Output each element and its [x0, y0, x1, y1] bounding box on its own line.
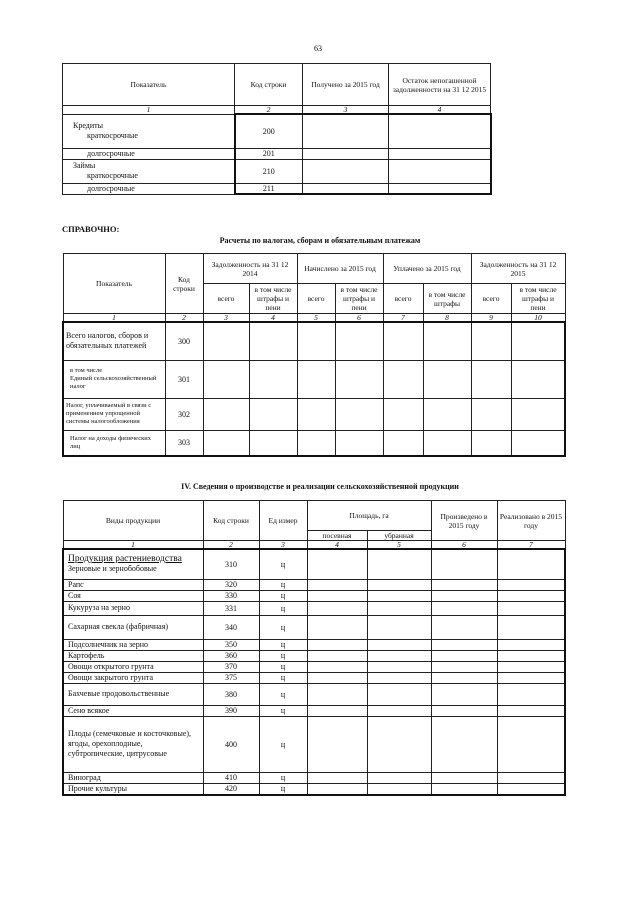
table-row: [63, 672, 565, 683]
page-number: 63: [314, 44, 322, 53]
balance-cell[interactable]: [389, 114, 491, 148]
row-label: Сахарная свекла (фабричная): [63, 615, 203, 639]
row-code: 380: [203, 683, 259, 705]
sold-cell[interactable]: [497, 783, 565, 795]
value-cell[interactable]: [511, 360, 565, 398]
table-row: [63, 639, 565, 650]
sown-area-cell[interactable]: [307, 772, 367, 783]
produced-cell[interactable]: [431, 661, 497, 672]
row-label: долгосрочные: [63, 148, 235, 159]
table-row: [63, 360, 565, 398]
credits-table: [62, 63, 492, 195]
row-code: 410: [203, 772, 259, 783]
value-cell[interactable]: [249, 398, 297, 430]
subheader-incl: в том числе штрафы и пени: [335, 284, 383, 314]
value-cell[interactable]: [203, 360, 249, 398]
row-code: 211: [235, 183, 303, 194]
row-code: 320: [203, 579, 259, 590]
produced-cell[interactable]: [431, 716, 497, 772]
sown-area-cell[interactable]: [307, 579, 367, 590]
header-received: Получено за 2015 год: [303, 64, 389, 106]
table-row: [63, 650, 565, 661]
row-label: Кукуруза на зерно: [63, 601, 203, 615]
produced-cell[interactable]: [431, 549, 497, 579]
sown-area-cell[interactable]: [307, 705, 367, 716]
value-cell[interactable]: [471, 430, 511, 456]
row-code: 210: [235, 159, 303, 183]
table-row: [63, 322, 565, 360]
row-label: Рапс: [63, 579, 203, 590]
col-number: 2: [165, 314, 203, 323]
header-paid: Уплачено за 2015 год: [383, 254, 471, 284]
value-cell[interactable]: [297, 430, 335, 456]
value-cell[interactable]: [203, 430, 249, 456]
value-cell[interactable]: [335, 322, 383, 360]
production-table: [62, 500, 566, 796]
value-cell[interactable]: [383, 430, 423, 456]
sown-area-cell[interactable]: [307, 590, 367, 601]
header-accrued: Начислено за 2015 год: [297, 254, 383, 284]
header-sold: Реализовано в 2015 году: [497, 501, 565, 541]
row-unit: ц: [259, 639, 307, 650]
table-row: [63, 716, 565, 772]
subheader-incl: в том числе штрафы и пени: [249, 284, 297, 314]
col-number: 4: [389, 106, 491, 115]
sold-cell[interactable]: [497, 683, 565, 705]
sold-cell[interactable]: [497, 772, 565, 783]
row-label-cell: [63, 549, 203, 579]
harvested-area-cell[interactable]: [367, 549, 431, 579]
row-code: 370: [203, 661, 259, 672]
balance-cell[interactable]: [389, 148, 491, 159]
table-row: [63, 705, 565, 716]
row-unit: ц: [259, 590, 307, 601]
table-row: [63, 159, 491, 183]
harvested-area-cell[interactable]: [367, 716, 431, 772]
header-debt-end: Задолженность на 31 12 2015: [471, 254, 565, 284]
row-sublabel: краткосрочные: [87, 131, 138, 140]
produced-cell[interactable]: [431, 783, 497, 795]
col-number: 3: [203, 314, 249, 323]
table-row: [63, 772, 565, 783]
row-unit: ц: [259, 549, 307, 579]
produced-cell[interactable]: [431, 672, 497, 683]
value-cell[interactable]: [335, 430, 383, 456]
sown-area-cell[interactable]: [307, 683, 367, 705]
table-row: [63, 148, 491, 159]
sown-area-cell[interactable]: [307, 639, 367, 650]
col-number: 4: [307, 541, 367, 550]
value-cell[interactable]: [383, 398, 423, 430]
row-label: Всего налогов, сборов и обязательных платежей: [63, 322, 165, 360]
col-number: 4: [249, 314, 297, 323]
row-code: 375: [203, 672, 259, 683]
col-number: 3: [259, 541, 307, 550]
header-code: Код строки: [203, 501, 259, 541]
col-number: 2: [203, 541, 259, 550]
produced-cell[interactable]: [431, 772, 497, 783]
produced-cell[interactable]: [431, 683, 497, 705]
harvested-area-cell[interactable]: [367, 705, 431, 716]
header-unit: Ед измер: [259, 501, 307, 541]
table-row: [63, 549, 565, 579]
sown-area-cell[interactable]: [307, 783, 367, 795]
subheader-incl: в том числе штрафы: [423, 284, 471, 314]
row-unit: ц: [259, 650, 307, 661]
value-cell[interactable]: [423, 398, 471, 430]
row-unit: ц: [259, 783, 307, 795]
row-code: 310: [203, 549, 259, 579]
row-unit: ц: [259, 772, 307, 783]
row-label: Картофель: [63, 650, 203, 661]
header-produced: Произведено в 2015 году: [431, 501, 497, 541]
harvested-area-cell[interactable]: [367, 650, 431, 661]
value-cell[interactable]: [423, 430, 471, 456]
header-kind: Виды продукции: [63, 501, 203, 541]
received-cell[interactable]: [303, 114, 389, 148]
row-label: Плоды (семечковые и косточковые), ягоды, орехоплодные, субтропические, цитрусовые: [63, 716, 203, 772]
col-number: 5: [297, 314, 335, 323]
row-code: 331: [203, 601, 259, 615]
sold-cell[interactable]: [497, 615, 565, 639]
table-row: [63, 183, 491, 194]
table-row: [63, 615, 565, 639]
harvested-area-cell[interactable]: [367, 683, 431, 705]
sold-cell[interactable]: [497, 672, 565, 683]
sown-area-cell[interactable]: [307, 549, 367, 579]
table-row: [63, 783, 565, 795]
subheader-incl: в том числе штрафы и пени: [511, 284, 565, 314]
sold-cell[interactable]: [497, 639, 565, 650]
value-cell[interactable]: [471, 322, 511, 360]
row-unit: ц: [259, 601, 307, 615]
row-label: Прочие культуры: [63, 783, 203, 795]
value-cell[interactable]: [297, 360, 335, 398]
row-code: 302: [165, 398, 203, 430]
value-cell[interactable]: [423, 322, 471, 360]
subheader-total: всего: [297, 284, 335, 314]
harvested-area-cell[interactable]: [367, 772, 431, 783]
produced-cell[interactable]: [431, 639, 497, 650]
sown-area-cell[interactable]: [307, 650, 367, 661]
value-cell[interactable]: [249, 430, 297, 456]
row-code: 201: [235, 148, 303, 159]
sold-cell[interactable]: [497, 661, 565, 672]
row-code: 390: [203, 705, 259, 716]
produced-cell[interactable]: [431, 705, 497, 716]
row-label: Подсолнечник на зерно: [63, 639, 203, 650]
value-cell[interactable]: [471, 398, 511, 430]
sown-area-cell[interactable]: [307, 615, 367, 639]
table-row: [63, 398, 565, 430]
production-section-title: IV. Сведения о производстве и реализации сельскохозяйственной продукции: [181, 482, 459, 491]
produced-cell[interactable]: [431, 601, 497, 615]
col-number: 8: [423, 314, 471, 323]
header-code: Код строки: [165, 254, 203, 314]
col-number: 7: [383, 314, 423, 323]
value-cell[interactable]: [249, 322, 297, 360]
value-cell[interactable]: [249, 360, 297, 398]
row-label: Виноград: [63, 772, 203, 783]
value-cell[interactable]: [203, 322, 249, 360]
balance-cell[interactable]: [389, 183, 491, 194]
header-area: Площадь, га: [307, 501, 431, 531]
produced-cell[interactable]: [431, 579, 497, 590]
row-label: Продукция растениеводства: [68, 554, 182, 565]
sown-area-cell[interactable]: [307, 661, 367, 672]
reference-label: СПРАВОЧНО:: [62, 224, 120, 234]
col-number: 9: [471, 314, 511, 323]
harvested-area-cell[interactable]: [367, 579, 431, 590]
table-row: [63, 601, 565, 615]
value-cell[interactable]: [383, 360, 423, 398]
sown-area-cell[interactable]: [307, 672, 367, 683]
harvested-area-cell[interactable]: [367, 615, 431, 639]
row-label: Налог, уплачиваемый в связи с применением упрощенной системы налогообложения: [63, 398, 165, 430]
row-unit: ц: [259, 672, 307, 683]
produced-cell[interactable]: [431, 650, 497, 661]
subheader-harvested: убранная: [367, 531, 431, 541]
row-label: Соя: [63, 590, 203, 601]
sold-cell[interactable]: [497, 716, 565, 772]
value-cell[interactable]: [297, 322, 335, 360]
taxes-table: [62, 253, 566, 457]
row-unit: ц: [259, 661, 307, 672]
received-cell[interactable]: [303, 183, 389, 194]
table-row: [63, 590, 565, 601]
table-row: [63, 579, 565, 590]
col-number: 6: [335, 314, 383, 323]
row-code: 303: [165, 430, 203, 456]
row-code: 420: [203, 783, 259, 795]
row-label: Кредиты: [73, 121, 104, 130]
value-cell[interactable]: [335, 360, 383, 398]
col-number: 1: [63, 106, 235, 115]
row-unit: ц: [259, 705, 307, 716]
row-label-prefix: в том числе: [70, 367, 103, 374]
subheader-total: всего: [383, 284, 423, 314]
col-number: 3: [303, 106, 389, 115]
col-number: 5: [367, 541, 431, 550]
row-label: долгосрочные: [63, 183, 235, 194]
col-number: 10: [511, 314, 565, 323]
sold-cell[interactable]: [497, 601, 565, 615]
col-number: 6: [431, 541, 497, 550]
table-row: [63, 661, 565, 672]
row-code: 300: [165, 322, 203, 360]
sold-cell[interactable]: [497, 579, 565, 590]
value-cell[interactable]: [297, 398, 335, 430]
value-cell[interactable]: [511, 322, 565, 360]
row-code: 360: [203, 650, 259, 661]
subheader-sown: посевная: [307, 531, 367, 541]
header-indicator: Показатель: [63, 64, 235, 106]
row-unit: ц: [259, 683, 307, 705]
sown-area-cell[interactable]: [307, 601, 367, 615]
row-label: Налог на доходы физических лиц: [63, 430, 165, 456]
table-row: [63, 430, 565, 456]
row-label: Бахчевые продовольственные: [63, 683, 203, 705]
header-code: Код строки: [235, 64, 303, 106]
sold-cell[interactable]: [497, 590, 565, 601]
value-cell[interactable]: [471, 360, 511, 398]
harvested-area-cell[interactable]: [367, 590, 431, 601]
row-unit: ц: [259, 579, 307, 590]
harvested-area-cell[interactable]: [367, 783, 431, 795]
row-label: Займы: [73, 161, 96, 170]
balance-cell[interactable]: [389, 159, 491, 183]
row-label: Сено всякое: [63, 705, 203, 716]
harvested-area-cell[interactable]: [367, 639, 431, 650]
value-cell[interactable]: [511, 430, 565, 456]
header-indicator: Показатель: [63, 254, 165, 314]
row-code: 340: [203, 615, 259, 639]
row-label: Единый сельскохозяйственный налог: [70, 375, 157, 390]
value-cell[interactable]: [423, 360, 471, 398]
value-cell[interactable]: [203, 398, 249, 430]
col-number: 1: [63, 541, 203, 550]
col-number: 7: [497, 541, 565, 550]
value-cell[interactable]: [511, 398, 565, 430]
row-code: 400: [203, 716, 259, 772]
harvested-area-cell[interactable]: [367, 601, 431, 615]
value-cell[interactable]: [383, 322, 423, 360]
row-unit: ц: [259, 615, 307, 639]
taxes-table-title: Расчеты по налогам, сборам и обязательным платежам: [219, 236, 421, 245]
produced-cell[interactable]: [431, 615, 497, 639]
row-sublabel: Зерновые и зернобобовые: [68, 564, 157, 574]
row-label: Овощи открытого грунта: [63, 661, 203, 672]
row-code: 330: [203, 590, 259, 601]
received-cell[interactable]: [303, 148, 389, 159]
col-number: 1: [63, 314, 165, 323]
sold-cell[interactable]: [497, 705, 565, 716]
subheader-total: всего: [203, 284, 249, 314]
harvested-area-cell[interactable]: [367, 661, 431, 672]
harvested-area-cell[interactable]: [367, 672, 431, 683]
table-row: [63, 683, 565, 705]
subheader-total: всего: [471, 284, 511, 314]
row-label: Овощи закрытого грунта: [63, 672, 203, 683]
table-row: [63, 114, 491, 148]
sown-area-cell[interactable]: [307, 716, 367, 772]
sold-cell[interactable]: [497, 650, 565, 661]
row-code: 200: [235, 114, 303, 148]
row-code: 350: [203, 639, 259, 650]
row-unit: ц: [259, 716, 307, 772]
value-cell[interactable]: [335, 398, 383, 430]
produced-cell[interactable]: [431, 590, 497, 601]
header-balance: Остаток непогашенной задолженности на 31 12 2015: [389, 64, 491, 106]
row-code: 301: [165, 360, 203, 398]
received-cell[interactable]: [303, 159, 389, 183]
row-sublabel: краткосрочные: [87, 171, 138, 180]
header-debt-start: Задолженность на 31 12 2014: [203, 254, 297, 284]
sold-cell[interactable]: [497, 549, 565, 579]
col-number: 2: [235, 106, 303, 115]
